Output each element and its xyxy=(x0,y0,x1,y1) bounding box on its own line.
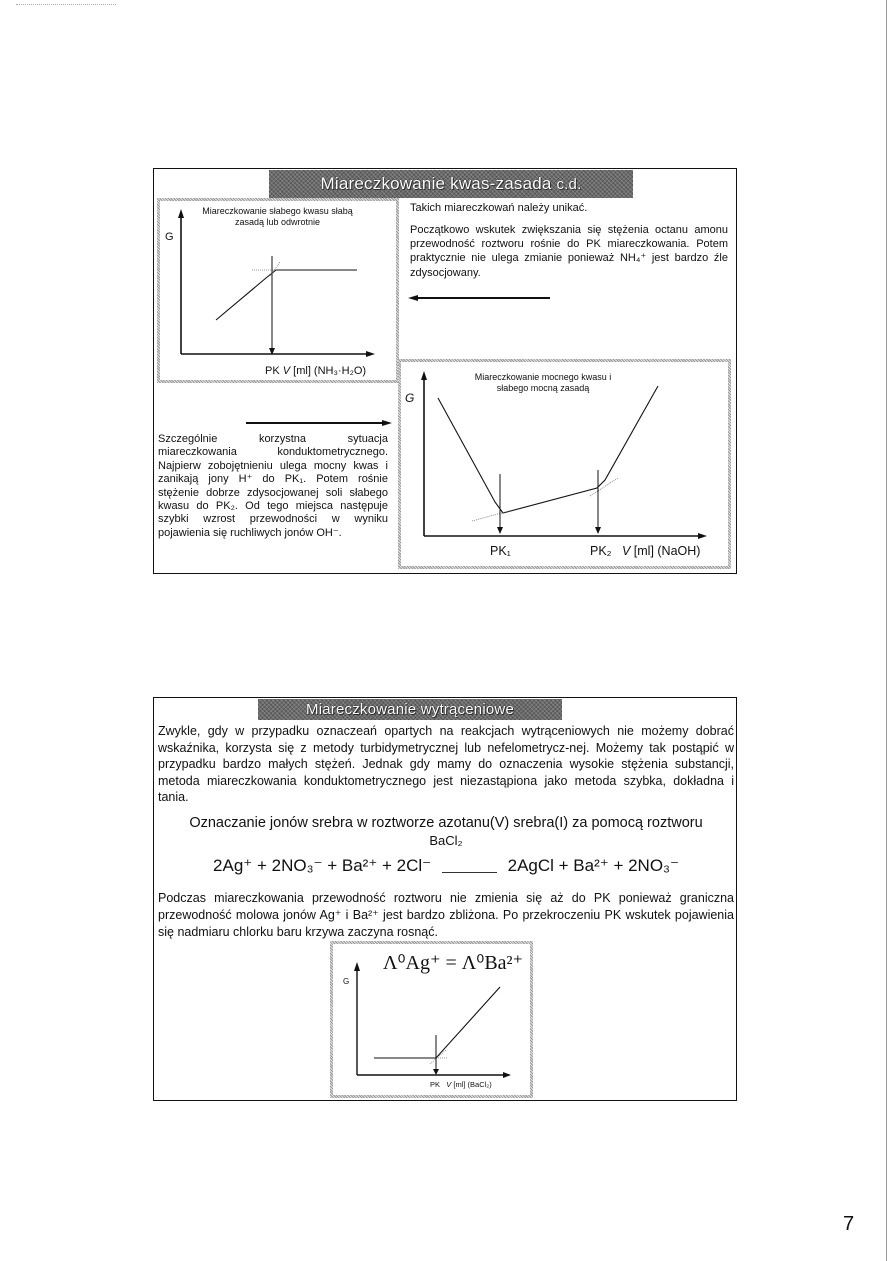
slide-title: Miareczkowanie wytrąceniowe xyxy=(258,699,562,720)
reaction-equation: 2Ag⁺ + 2NO₃⁻ + Ba²⁺ + 2Cl⁻ 2AgCl + Ba²⁺ + 2NO₃⁻ xyxy=(154,856,738,877)
paragraph-explanation: Podczas miareczkowania przewodność roztworu nie zmienia się aż do PK ponieważ graniczna przewodność molowa jonów Ag⁺ i Ba²⁺ jest bardzo zbliżona. Po przekroczeniu PK wskutek pojawienia się nadmiaru chlorku baru krzywa zaczyna rosnąć. xyxy=(158,891,734,939)
y-axis-label: G xyxy=(343,977,350,986)
y-axis-label: G xyxy=(405,391,415,405)
paragraph-strong-weak: Szczególnie korzystna sytuacja miareczkowania konduktometrycznego. Najpierw zobojętnieniu ulega mocny kwas i zanikają jony H⁺ do PK₁. Potem rośnie stężenie dobrze zdysocjowanej soli słabego kwasu do PK₂. Od tego miejsca następuje szybki wzrost przewodności w wyniku pojawienia się ruchliwych jonów OH⁻. xyxy=(158,433,388,539)
x-axis-label: PK V [ml] (NH₃·H₂O) xyxy=(265,365,367,377)
x-axis-label: PK V [ml] (BaCl₂) xyxy=(430,1080,492,1089)
note-avoid: Takich miareczkowań należy unikać. xyxy=(410,202,588,214)
page-number: 7 xyxy=(843,1213,855,1235)
chart-title: Miareczkowanie słabego kwasu słabą zasadą lub odwrotnie xyxy=(202,206,353,227)
formula: Λ⁰Ag⁺ = Λ⁰Ba²⁺ xyxy=(383,952,524,974)
subtitle: Oznaczanie jonów srebra w roztworze azotanu(V) srebra(I) za pomocą roztworu BaCl₂ xyxy=(189,815,703,848)
x-axis-label: PK₂ V [ml] (NaOH) xyxy=(590,544,701,558)
paragraph-weak-acid: Początkowo wskutek zwiększania się stężenia octanu amonu przewodność roztworu rośnie do PK miareczkowania. Potem praktycznie nie ulega zmianie ponieważ NH₄⁺ jest bardzo źle zdysocjowany. xyxy=(410,224,728,279)
pk1-label: PK₁ xyxy=(490,544,511,558)
y-axis-label: G xyxy=(165,231,174,243)
chart-title: Miareczkowanie mocnego kwasu i słabego mocną zasadą xyxy=(474,372,612,393)
paragraph-intro: Zwykle, gdy w przypadku oznaczeań opartych na reakcjach wytrąceniowych nie możemy dobrać wskaźnika, korzysta się z metody turbidymetrycznej lub nefelometrycz-nej. Możemy tak postąpić w przypadku bardzo małych stężeń. Jednak gdy mamy do oznaczenia wysokie stężenia substancji, metoda miareczkowania konduktometrycznego jest niezastąpiona jako metoda szybka, dokładna i tania. xyxy=(158,724,734,805)
slide-title: Miareczkowanie kwas-zasada c.d. xyxy=(269,170,633,198)
